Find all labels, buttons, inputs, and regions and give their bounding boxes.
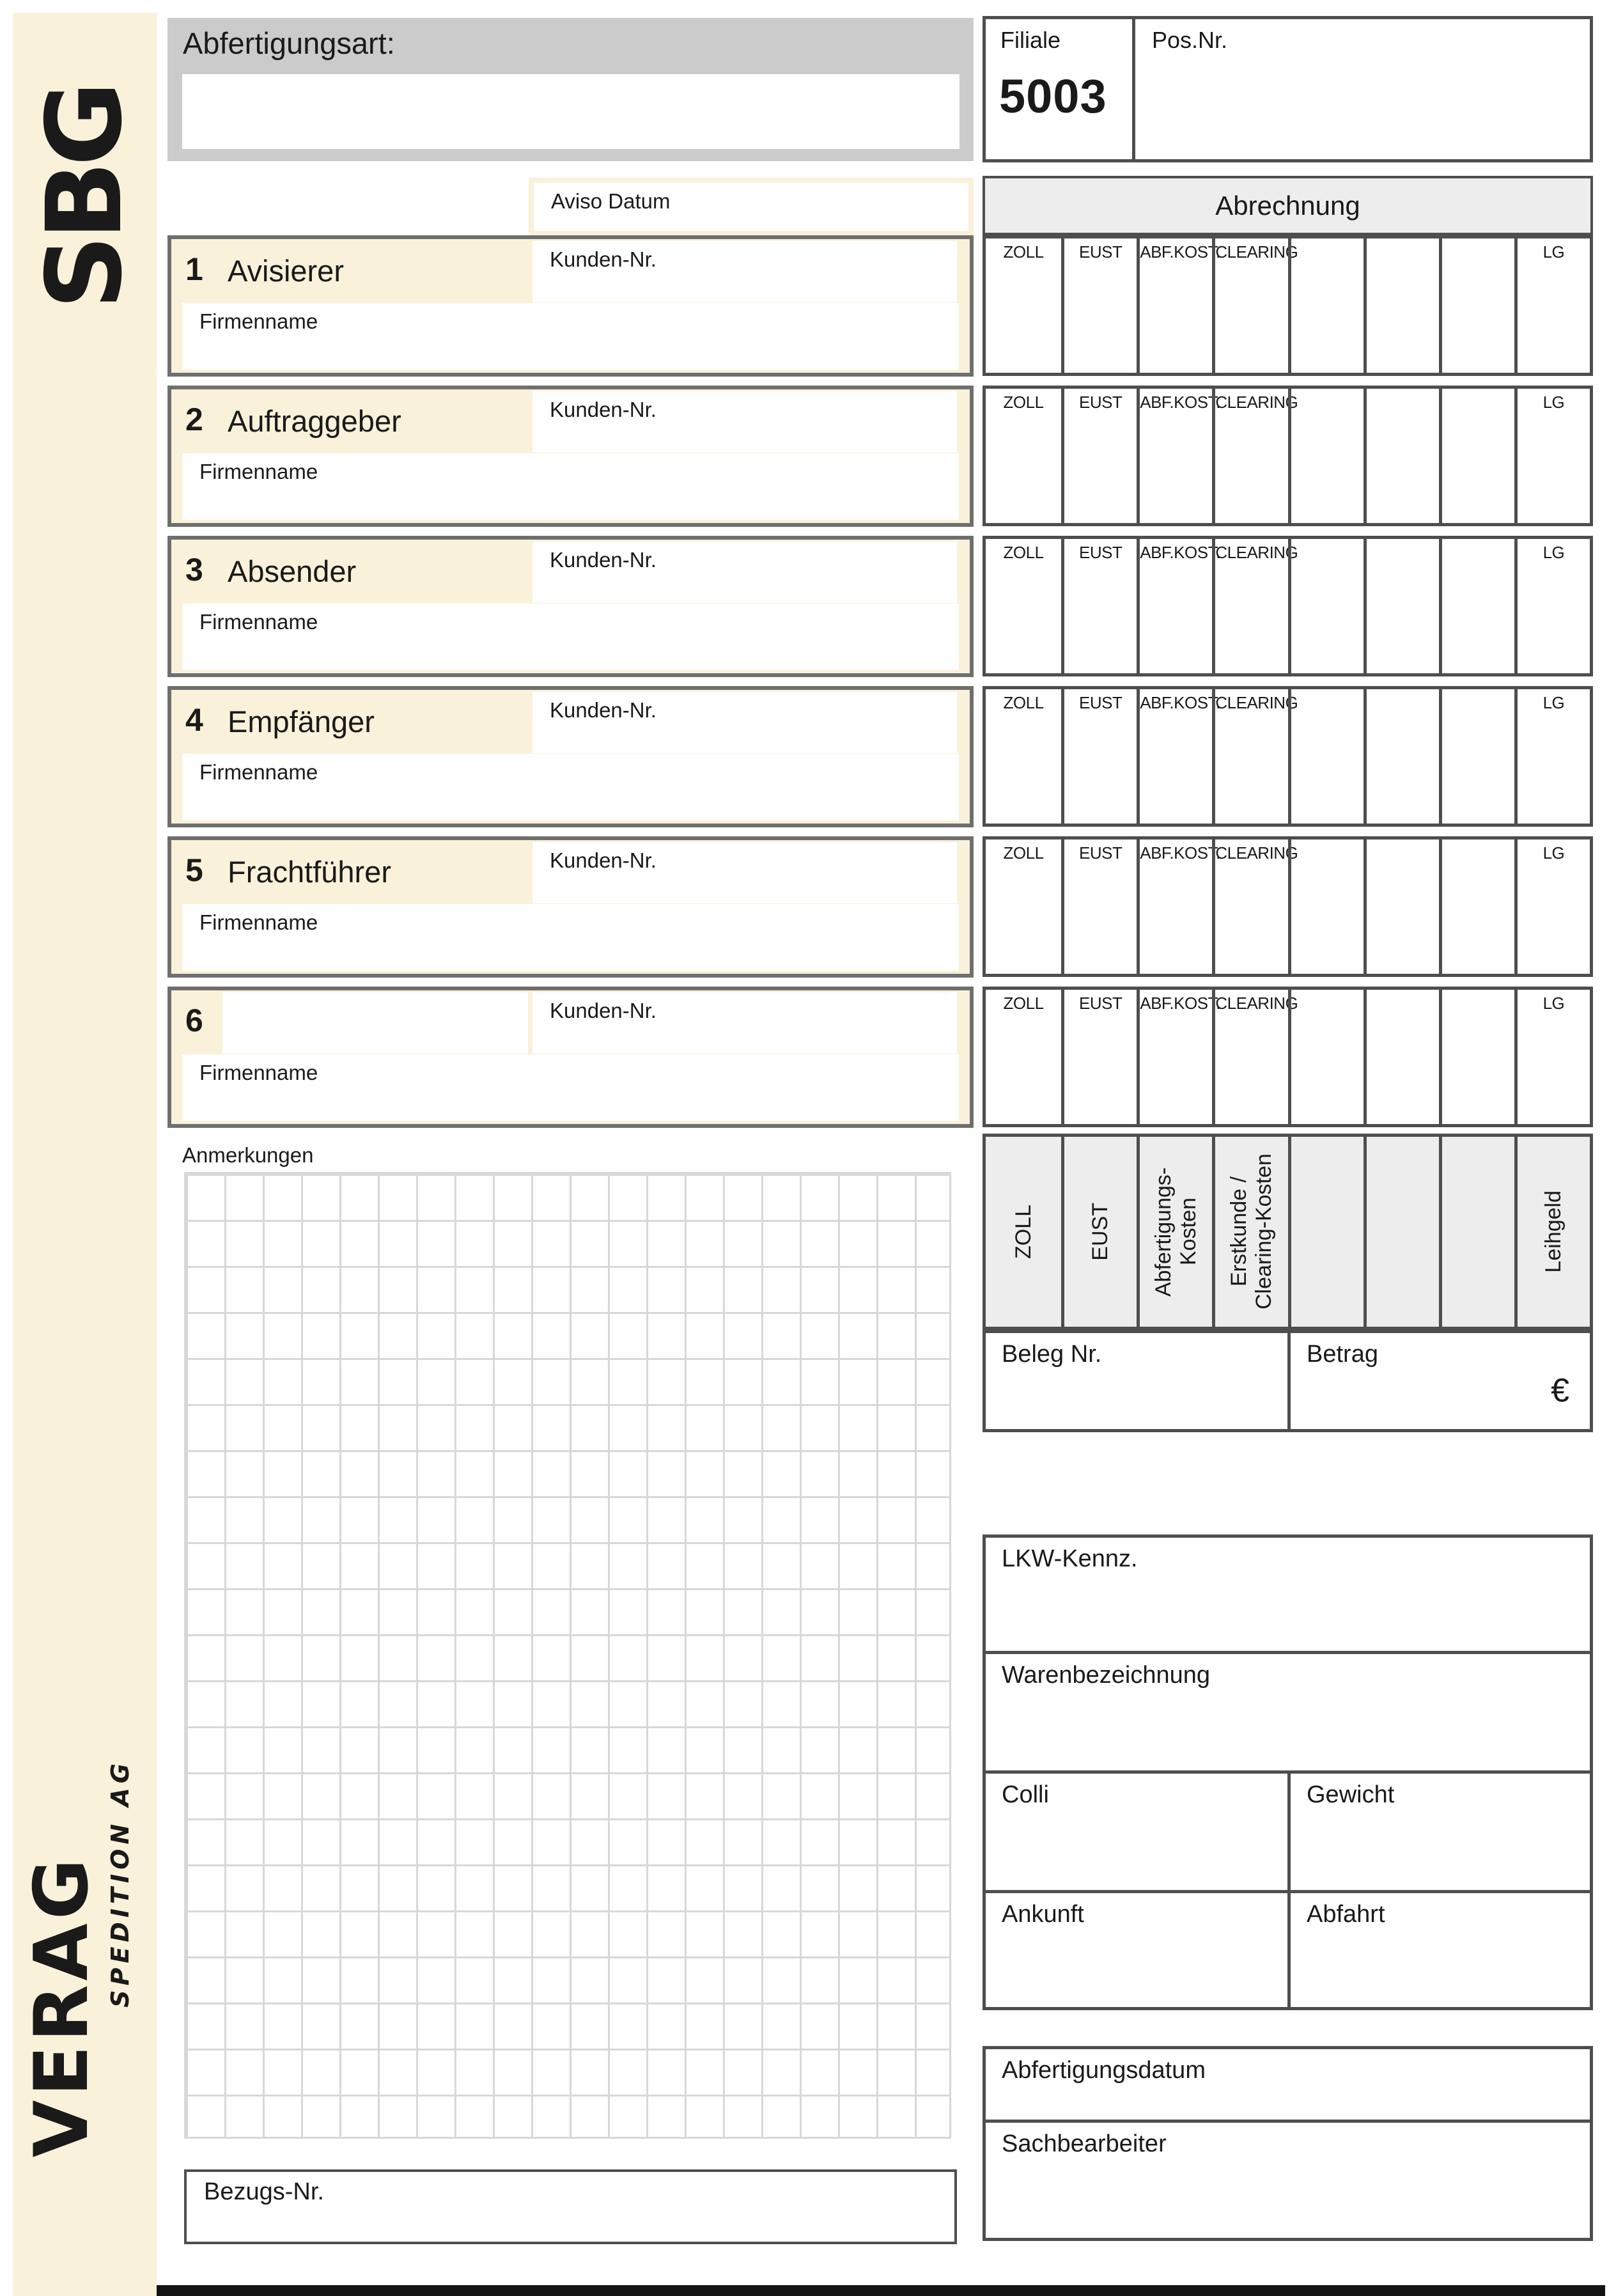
warenbezeichnung-input[interactable] <box>986 1651 1590 1770</box>
abrechnung-cell-r1-c8[interactable] <box>1514 238 1590 373</box>
abrechnung-cell-r5-c2[interactable] <box>1061 840 1137 974</box>
kunden-nr-label: Kunden-Nr. <box>550 247 656 271</box>
abrechnung-col-label: LG <box>1542 393 1565 412</box>
abrechnung-title: Abrechnung <box>1215 190 1360 221</box>
firmenname-input-2[interactable] <box>182 453 959 520</box>
abrechnung-footer-cell-7 <box>1439 1137 1514 1327</box>
abrechnung-col-label: ZOLL <box>1003 393 1044 412</box>
abrechnung-col-label: EUST <box>1079 393 1123 412</box>
abrechnung-col-label: ABF.KOST. <box>1140 994 1220 1013</box>
kunden-nr-input-6[interactable] <box>532 992 957 1054</box>
abfertigungsart-input[interactable] <box>182 74 960 149</box>
kunden-nr-label: Kunden-Nr. <box>550 999 656 1022</box>
abrechnung-col-label: CLEARING <box>1215 242 1298 262</box>
abrechnung-cell-r4-c1[interactable] <box>986 689 1061 824</box>
abrechnung-col-label: ZOLL <box>1003 693 1044 712</box>
abrechnung-cell-r3-c5[interactable] <box>1288 539 1364 673</box>
abrechnung-col-label: ABF.KOST. <box>1140 693 1220 712</box>
abrechnung-col-label: ZOLL <box>1003 994 1044 1013</box>
sbg-logo-text: SBG <box>24 86 145 310</box>
abrechnung-col-label: ZOLL <box>1003 242 1044 262</box>
abrechnung-footer-label: Erstkunde / Clearing-Kosten <box>1226 1153 1276 1310</box>
firmenname-input-4[interactable] <box>182 754 959 820</box>
abrechnung-footer-cell-2 <box>1061 1137 1137 1327</box>
abrechnung-row-4 <box>983 686 1593 827</box>
firmenname-label: Firmenname <box>199 610 318 634</box>
section-6 <box>167 987 974 1128</box>
abrechnung-cell-r1-c6[interactable] <box>1364 238 1439 373</box>
section-number: 4 <box>185 702 203 738</box>
euro-sign: € <box>1551 1372 1569 1409</box>
section-number: 3 <box>185 552 203 588</box>
bottom-edge-bar <box>157 2285 1605 2296</box>
lkw-kennz-input[interactable] <box>986 1538 1590 1651</box>
aviso-datum-input[interactable] <box>534 183 968 231</box>
abrechnung-cell-r5-c3[interactable] <box>1137 840 1220 974</box>
section-empfaenger <box>167 686 974 827</box>
lkw-kennz-label: LKW-Kennz. <box>1002 1545 1138 1572</box>
firmenname-label: Firmenname <box>199 460 318 483</box>
kunden-nr-input-5[interactable] <box>532 842 957 903</box>
aviso-datum-label: Aviso Datum <box>551 189 671 213</box>
section-6-name-input[interactable] <box>222 992 528 1054</box>
section-label: Avisierer <box>228 254 344 288</box>
abrechnung-cell-r6-c2[interactable] <box>1061 990 1137 1124</box>
abrechnung-cell-r3-c7[interactable] <box>1439 539 1514 673</box>
abrechnung-col-label: EUST <box>1079 693 1123 712</box>
abrechnung-col-label: EUST <box>1079 843 1123 863</box>
colli-input[interactable] <box>986 1774 1287 1890</box>
abrechnung-col-label: ABF.KOST. <box>1140 393 1220 412</box>
abrechnung-cell-r6-c1[interactable] <box>986 990 1061 1124</box>
spedition-ag-text: SPEDITION AG <box>106 1758 134 2008</box>
abrechnung-cell-r1-c5[interactable] <box>1288 238 1364 373</box>
abrechnung-cell-r6-c4[interactable] <box>1212 990 1298 1124</box>
abrechnung-footer-label: ZOLL <box>1011 1204 1036 1260</box>
abrechnung-col-label: LG <box>1542 693 1565 712</box>
betrag-input[interactable] <box>1291 1333 1590 1429</box>
pos-nr-label: Pos.Nr. <box>1152 27 1228 53</box>
pos-nr-input[interactable] <box>1135 64 1589 160</box>
kunden-nr-input-4[interactable] <box>532 692 957 753</box>
section-label: Absender <box>228 554 357 588</box>
abrechnung-footer-labels <box>983 1134 1593 1330</box>
abrechnung-cell-r4-c8[interactable] <box>1514 689 1590 824</box>
abrechnung-row-6 <box>983 987 1593 1127</box>
abrechnung-row-2 <box>983 386 1593 526</box>
abfertigungsdatum-input[interactable] <box>986 2049 1590 2120</box>
abrechnung-col-label: ZOLL <box>1003 843 1044 863</box>
firmenname-input-1[interactable] <box>182 303 959 370</box>
firmenname-input-6[interactable] <box>182 1054 959 1121</box>
firmenname-label: Firmenname <box>199 760 318 784</box>
verag-logo-text: VERAG <box>19 1855 105 2158</box>
abfahrt-input[interactable] <box>1287 1893 1590 2007</box>
section-avisierer <box>167 235 974 377</box>
kunden-nr-input-3[interactable] <box>532 542 957 603</box>
anmerkungen-label: Anmerkungen <box>182 1143 314 1167</box>
abrechnung-footer-cell-5 <box>1288 1137 1364 1327</box>
kunden-nr-input-2[interactable] <box>532 391 957 453</box>
gewicht-input[interactable] <box>1287 1774 1590 1890</box>
abrechnung-cell-r4-c4[interactable] <box>1212 689 1298 824</box>
abrechnung-cell-r1-c4[interactable] <box>1212 238 1298 373</box>
abrechnung-cell-r6-c6[interactable] <box>1364 990 1439 1124</box>
abrechnung-col-label: CLEARING <box>1215 994 1298 1013</box>
section-number: 6 <box>185 1003 203 1038</box>
abrechnung-cell-r1-c2[interactable] <box>1061 238 1137 373</box>
firmenname-input-3[interactable] <box>182 604 959 670</box>
abrechnung-cell-r2-c2[interactable] <box>1061 389 1137 523</box>
kunden-nr-label: Kunden-Nr. <box>550 848 656 872</box>
verag-logo <box>20 1802 104 2211</box>
abrechnung-footer-label: Abfertigungs-Kosten <box>1151 1167 1200 1297</box>
abrechnung-cell-r2-c1[interactable] <box>986 389 1061 523</box>
abrechnung-col-label: ABF.KOST. <box>1140 543 1220 562</box>
section-label: Frachtführer <box>228 855 391 889</box>
abrechnung-cell-r4-c3[interactable] <box>1137 689 1220 824</box>
warenbezeichnung-label: Warenbezeichnung <box>1002 1661 1211 1689</box>
section-auftraggeber <box>167 386 974 527</box>
bezugs-nr-label: Bezugs-Nr. <box>204 2178 324 2205</box>
sachbearbeiter-label: Sachbearbeiter <box>1002 2130 1167 2157</box>
abrechnung-col-label: LG <box>1542 242 1565 262</box>
anmerkungen-grid[interactable] <box>184 1172 951 2139</box>
abrechnung-col-label: EUST <box>1079 543 1123 562</box>
abrechnung-cell-r2-c3[interactable] <box>1137 389 1220 523</box>
abrechnung-col-label: CLEARING <box>1215 693 1298 712</box>
abrechnung-col-label: ABF.KOST. <box>1140 242 1220 262</box>
kunden-nr-label: Kunden-Nr. <box>550 698 656 722</box>
abrechnung-header <box>983 176 1593 235</box>
abrechnung-col-label: ZOLL <box>1003 543 1044 562</box>
abrechnung-cell-r5-c1[interactable] <box>986 840 1061 974</box>
firmenname-input-5[interactable] <box>182 904 959 971</box>
kunden-nr-label: Kunden-Nr. <box>550 398 656 421</box>
abrechnung-cell-r3-c6[interactable] <box>1364 539 1439 673</box>
section-frachtfuehrer <box>167 836 974 978</box>
abfertigungsdatum-label: Abfertigungsdatum <box>1002 2057 1206 2084</box>
abrechnung-footer-cell-3 <box>1137 1137 1212 1327</box>
abrechnung-cell-r2-c4[interactable] <box>1212 389 1298 523</box>
abrechnung-col-label: EUST <box>1079 242 1123 262</box>
filiale-value: 5003 <box>999 70 1107 123</box>
section-number: 1 <box>185 251 203 287</box>
beleg-betrag-row <box>983 1330 1593 1432</box>
abrechnung-col-label: LG <box>1542 543 1565 562</box>
abrechnung-cell-r6-c5[interactable] <box>1288 990 1364 1124</box>
abrechnung-cell-r2-c5[interactable] <box>1288 389 1364 523</box>
abrechnung-cell-r1-c1[interactable] <box>986 238 1061 373</box>
abrechnung-cell-r6-c7[interactable] <box>1439 990 1514 1124</box>
sbg-logo <box>13 32 157 364</box>
abfertigungsart-label: Abfertigungsart: <box>183 26 395 60</box>
abrechnung-row-3 <box>983 536 1593 676</box>
sachbearbeiter-input[interactable] <box>986 2120 1590 2238</box>
abrechnung-cell-r1-c7[interactable] <box>1439 238 1514 373</box>
section-number: 5 <box>185 852 203 888</box>
abrechnung-footer-cell-6 <box>1364 1137 1439 1327</box>
abrechnung-footer-cell-1 <box>986 1137 1061 1327</box>
firmenname-label: Firmenname <box>199 309 318 333</box>
abrechnung-cell-r2-c6[interactable] <box>1364 389 1439 523</box>
abrechnung-cell-r5-c5[interactable] <box>1288 840 1364 974</box>
ankunft-abfahrt-row <box>986 1890 1590 2007</box>
abrechnung-col-label: LG <box>1542 994 1565 1013</box>
abrechnung-cell-r3-c1[interactable] <box>986 539 1061 673</box>
abrechnung-col-label: CLEARING <box>1215 843 1298 863</box>
abrechnung-cell-r4-c7[interactable] <box>1439 689 1514 824</box>
colli-label: Colli <box>1002 1781 1049 1809</box>
abrechnung-cell-r6-c8[interactable] <box>1514 990 1590 1124</box>
abrechnung-col-label: ABF.KOST. <box>1140 843 1220 863</box>
filiale-label: Filiale <box>1000 27 1061 53</box>
section-number: 2 <box>185 402 203 437</box>
abrechnung-col-label: CLEARING <box>1215 393 1298 412</box>
gewicht-label: Gewicht <box>1307 1781 1395 1809</box>
abrechnung-col-label: EUST <box>1079 994 1123 1013</box>
abrechnung-cell-r1-c3[interactable] <box>1137 238 1220 373</box>
aviso-datum-box <box>529 178 974 236</box>
section-absender <box>167 536 974 677</box>
bezugs-nr-input[interactable] <box>184 2169 957 2244</box>
kunden-nr-input-1[interactable] <box>532 241 957 302</box>
abrechnung-cell-r4-c2[interactable] <box>1061 689 1137 824</box>
abrechnung-cell-r3-c8[interactable] <box>1514 539 1590 673</box>
abrechnung-row-5 <box>983 836 1593 977</box>
abrechnung-col-label: CLEARING <box>1215 543 1298 562</box>
abrechnung-cell-r3-c3[interactable] <box>1137 539 1220 673</box>
abrechnung-cell-r5-c4[interactable] <box>1212 840 1298 974</box>
abrechnung-cell-r5-c8[interactable] <box>1514 840 1590 974</box>
abrechnung-col-label: LG <box>1542 843 1565 863</box>
section-label: Auftraggeber <box>228 404 401 438</box>
abrechnung-cell-r6-c3[interactable] <box>1137 990 1220 1124</box>
beleg-nr-input[interactable] <box>986 1333 1287 1429</box>
abrechnung-footer-label: Leihgeld <box>1541 1191 1566 1273</box>
shipment-block <box>983 1535 1593 2010</box>
ankunft-input[interactable] <box>986 1893 1287 2007</box>
abrechnung-cell-r4-c5[interactable] <box>1288 689 1364 824</box>
abrechnung-cell-r3-c4[interactable] <box>1212 539 1298 673</box>
spedition-ag-subtitle <box>101 1758 139 2008</box>
abrechnung-row-1 <box>983 235 1593 376</box>
firmenname-label: Firmenname <box>199 910 318 934</box>
abrechnung-footer-cell-8 <box>1514 1137 1590 1327</box>
abrechnung-footer-cell-4 <box>1212 1137 1287 1327</box>
kunden-nr-label: Kunden-Nr. <box>550 548 656 572</box>
section-label: Empfänger <box>228 705 375 738</box>
abrechnung-cell-r3-c2[interactable] <box>1061 539 1137 673</box>
abrechnung-cell-r4-c6[interactable] <box>1364 689 1439 824</box>
abfahrt-label: Abfahrt <box>1307 1901 1385 1928</box>
abrechnung-cell-r5-c6[interactable] <box>1364 840 1439 974</box>
betrag-label: Betrag <box>1307 1341 1378 1368</box>
abrechnung-footer-label: EUST <box>1088 1203 1113 1261</box>
abrechnung-cell-r5-c7[interactable] <box>1439 840 1514 974</box>
ankunft-label: Ankunft <box>1002 1901 1084 1928</box>
firmenname-label: Firmenname <box>199 1061 318 1084</box>
colli-gewicht-row <box>986 1770 1590 1890</box>
beleg-nr-label: Beleg Nr. <box>1002 1341 1102 1368</box>
processing-block <box>983 2046 1593 2241</box>
abrechnung-cell-r2-c8[interactable] <box>1514 389 1590 523</box>
abrechnung-cell-r2-c7[interactable] <box>1439 389 1514 523</box>
